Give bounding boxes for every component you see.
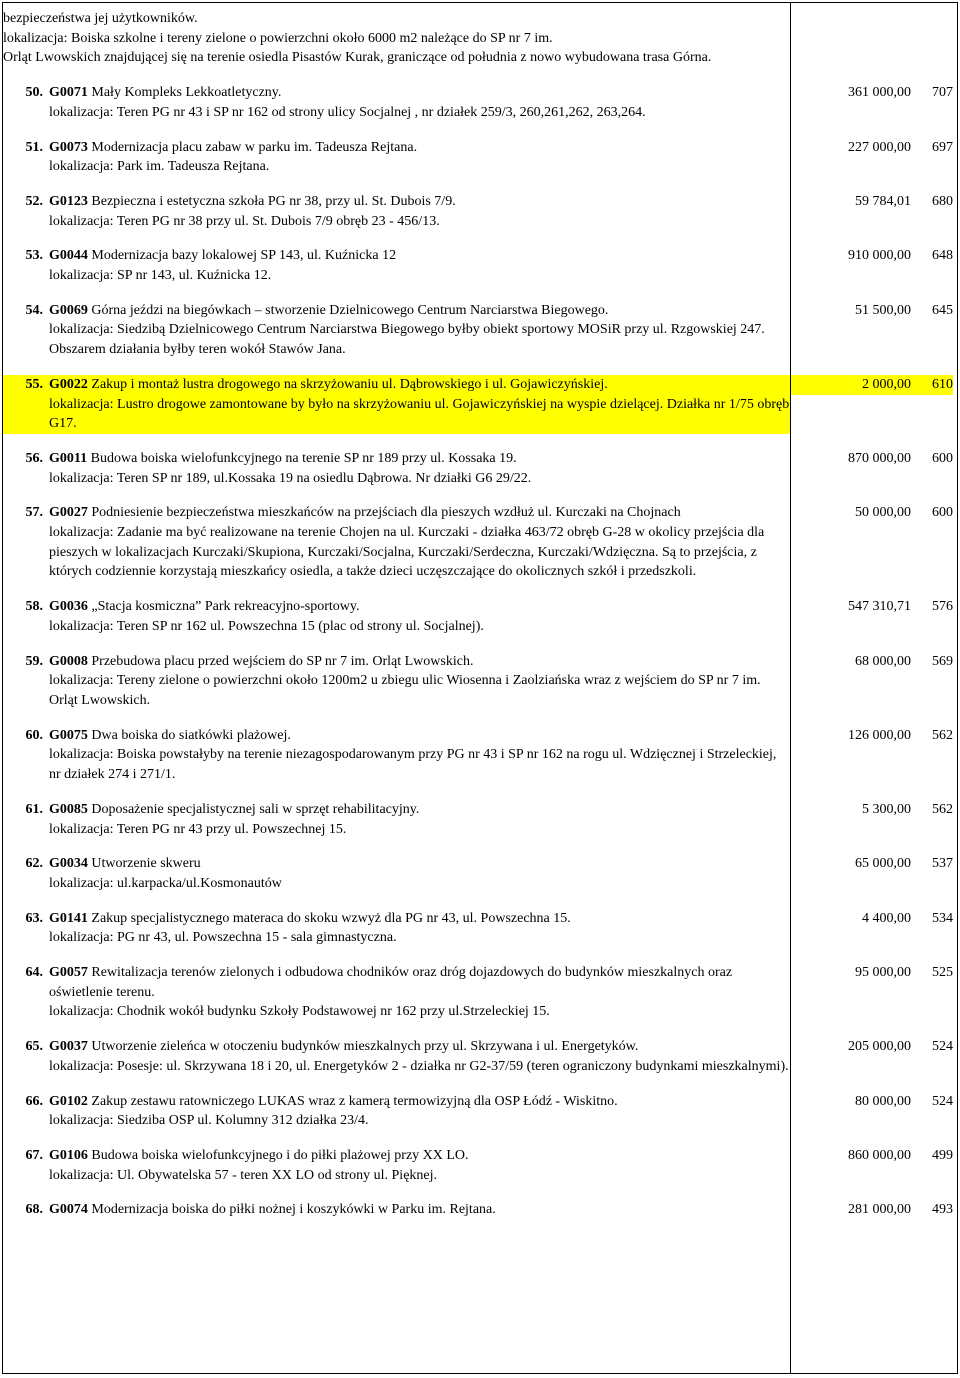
amount-value: 126 000,00 (848, 727, 911, 743)
continuation-text (3, 3, 790, 68)
project-code: G0074 (49, 1202, 88, 1218)
project-code: G0085 (49, 801, 88, 817)
project-code: G0011 (49, 450, 88, 466)
project-title-line (49, 652, 790, 672)
amount-value: 95 000,00 (855, 965, 911, 981)
amount-value: 4 400,00 (862, 910, 911, 926)
project-location: lokalizacja: Tereny zielone o powierzchni około 1200m2 u zbiegu ulic Wiosenna i Zaolziańska wraz z wejściem do SP nr 7 im. Orląt Lwowskich. (49, 673, 761, 708)
row-text (49, 726, 790, 785)
project-title-line (49, 83, 790, 103)
project-code: G0036 (49, 599, 88, 615)
project-location: lokalizacja: Teren PG nr 43 przy ul. Powszechnej 15. (49, 821, 347, 837)
project-title-line (49, 375, 790, 395)
amount-value: 59 784,01 (855, 193, 911, 209)
amount-row (791, 652, 953, 672)
project-title-line (49, 854, 790, 874)
row-number: 63. (25, 910, 43, 926)
project-row (3, 963, 790, 1022)
amount-value: 51 500,00 (855, 302, 911, 318)
project-location: lokalizacja: Teren SP nr 162 ul. Powszechna 15 (plac od strony ul. Socjalnej). (49, 618, 484, 634)
amount-value: 227 000,00 (848, 139, 911, 155)
project-title-line (49, 1200, 790, 1220)
project-title: Modernizacja boiska do piłki nożnej i koszykówki w Parku im. Rejtana. (91, 1202, 496, 1218)
project-title: Podniesienie bezpieczeństwa mieszkańców na przejściach dla pieszych wzdłuż ul. Kurczaki na Chojnach (91, 505, 681, 521)
project-location: lokalizacja: ul.karpacka/ul.Kosmonautów (49, 875, 282, 891)
row-number: 62. (25, 856, 43, 872)
row-text (49, 246, 790, 285)
votes-value: 648 (932, 248, 953, 264)
amount-row (791, 503, 953, 523)
row-text (49, 375, 790, 434)
amount-row (791, 138, 953, 158)
row-text (49, 800, 790, 839)
project-title: Zakup i montaż lustra drogowego na skrzyżowaniu ul. Dąbrowskiego i ul. Gojawiczyńskiej. (91, 376, 608, 392)
project-location: lokalizacja: Zadanie ma być realizowane na terenie Chojen na ul. Kurczaki - działka 463/72 obręb G-28 w okolicy przejścia dla pieszych w lokalizacjach Kurczaki/Skupiona, Kurczaki/Socjalna, Kurczaki/Serdeczna, Kurczaki/Wdzięczna. Są to przejścia, z których codziennie korzystają mieszkańcy osiedla, a także dzieci uczęszczające do okolicznych szkół i przedszkoli. (49, 525, 765, 580)
project-code: G0106 (49, 1147, 88, 1163)
project-title-line (49, 1146, 790, 1166)
amount-row (791, 1146, 953, 1166)
project-location: lokalizacja: Teren PG nr 38 przy ul. St. Dubois 7/9 obręb 23 - 456/13. (49, 213, 440, 229)
project-code: G0075 (49, 727, 88, 743)
project-code: G0044 (49, 248, 88, 264)
votes-value: 493 (932, 1202, 953, 1218)
project-code: G0141 (49, 910, 88, 926)
project-title-line (49, 301, 790, 321)
amount-value: 910 000,00 (848, 248, 911, 264)
row-number: 54. (25, 302, 43, 318)
project-location: lokalizacja: Boiska powstałyby na terenie niezagospodarowanym przy PG nr 43 i SP nr 162 na rogu ul. Wdzięcznej i Strzeleckiej, nr działek 274 i 271/1. (49, 747, 777, 783)
votes-value: 680 (932, 193, 953, 209)
project-row (3, 246, 790, 285)
project-code: G0073 (49, 139, 88, 155)
amount-row (791, 375, 953, 395)
project-title: Rewitalizacja terenów zielonych i odbudowa chodników oraz dróg dojazdowych do budynków mieszkalnych oraz oświetlenie terenu. (49, 965, 733, 1000)
project-title: Doposażenie specjalistycznej sali w sprzęt rehabilitacyjny. (91, 801, 420, 817)
project-title-line (49, 192, 790, 212)
project-code: G0102 (49, 1093, 88, 1109)
project-row (3, 192, 790, 231)
votes-value: 576 (932, 599, 953, 615)
project-row (3, 301, 790, 360)
amount-row (791, 1200, 953, 1220)
amount-row (791, 800, 953, 820)
row-text (49, 301, 790, 360)
project-title: Dwa boiska do siatkówki plażowej. (91, 727, 291, 743)
project-row (3, 1092, 790, 1131)
project-code: G0123 (49, 193, 88, 209)
project-location: lokalizacja: PG nr 43, ul. Powszechna 15 - sala gimnastyczna. (49, 930, 397, 946)
votes-value: 569 (932, 653, 953, 669)
project-row (3, 375, 790, 434)
votes-value: 525 (932, 965, 953, 981)
row-text (49, 1200, 790, 1220)
project-location: lokalizacja: SP nr 143, ul. Kuźnicka 12. (49, 268, 272, 284)
row-number: 56. (25, 450, 43, 466)
amount-row (791, 83, 953, 103)
row-text (49, 652, 790, 711)
continuation-line: bezpieczeństwa jej użytkowników. (3, 11, 198, 26)
votes-value: 562 (932, 801, 953, 817)
project-title-line (49, 800, 790, 820)
project-row (3, 1037, 790, 1076)
amount-list (791, 3, 957, 1373)
amount-row (791, 449, 953, 469)
project-location: lokalizacja: Posesje: ul. Skrzywana 18 i 20, ul. Energetyków 2 - działka nr G2-37/59 (teren ograniczony budynkami mieszkalnymi). (49, 1058, 789, 1074)
amount-value: 68 000,00 (855, 653, 911, 669)
row-number: 61. (25, 801, 43, 817)
project-row (3, 854, 790, 893)
project-code: G0069 (49, 302, 88, 318)
row-number: 57. (25, 505, 43, 521)
row-number: 52. (25, 193, 43, 209)
project-code: G0034 (49, 856, 88, 872)
amount-value: 860 000,00 (848, 1147, 911, 1163)
row-text (49, 1092, 790, 1131)
project-title: „Stacja kosmiczna” Park rekreacyjno-sportowy. (91, 599, 360, 615)
project-code: G0008 (49, 653, 88, 669)
row-text (49, 854, 790, 893)
project-title: Przebudowa placu przed wejściem do SP nr 7 im. Orląt Lwowskich. (91, 653, 474, 669)
votes-value: 534 (932, 910, 953, 926)
project-title-line (49, 1092, 790, 1112)
project-title: Budowa boiska wielofunkcyjnego i do piłki plażowej przy XX LO. (91, 1147, 469, 1163)
row-number: 55. (25, 376, 43, 392)
project-title-line (49, 909, 790, 929)
row-text (49, 449, 790, 488)
votes-value: 645 (932, 302, 953, 318)
votes-value: 697 (932, 139, 953, 155)
project-title: Mały Kompleks Lekkoatletyczny. (91, 85, 282, 101)
amount-row (791, 192, 953, 212)
row-number: 50. (25, 85, 43, 101)
row-text (49, 138, 790, 177)
continuation-line: lokalizacja: Boiska szkolne i tereny zielone o powierzchni około 6000 m2 należące do SP nr 7 im. (3, 30, 553, 46)
project-title: Modernizacja bazy lokalowej SP 143, ul. Kuźnicka 12 (91, 248, 397, 264)
project-title: Zakup specjalistycznego materaca do skoku wzwyż dla PG nr 43, ul. Powszechna 15. (91, 910, 571, 926)
row-text (49, 909, 790, 948)
row-text (49, 83, 790, 122)
row-text (49, 1146, 790, 1185)
project-code: G0037 (49, 1039, 88, 1055)
amount-value: 281 000,00 (848, 1202, 911, 1218)
project-title-line (49, 449, 790, 469)
row-text (49, 963, 790, 1022)
project-title-line (49, 963, 790, 1002)
row-number: 53. (25, 248, 43, 264)
votes-value: 562 (932, 727, 953, 743)
amount-value: 80 000,00 (855, 1093, 911, 1109)
amount-value: 5 300,00 (862, 801, 911, 817)
project-row (3, 449, 790, 488)
row-text (49, 503, 790, 582)
votes-value: 537 (932, 856, 953, 872)
votes-value: 707 (932, 85, 953, 101)
project-title-line (49, 503, 790, 523)
row-number: 67. (25, 1147, 43, 1163)
project-title: Zakup zestawu ratowniczego LUKAS wraz z kamerą termowizyjną dla OSP Łódź - Wiskitno. (91, 1093, 618, 1109)
project-title-line (49, 726, 790, 746)
votes-value: 499 (932, 1147, 953, 1163)
amount-column (791, 3, 958, 1374)
project-row (3, 597, 790, 636)
project-title-line (49, 597, 790, 617)
project-title-line (49, 246, 790, 266)
row-number: 60. (25, 727, 43, 743)
amount-row (791, 301, 953, 321)
continuation-line: Orląt Lwowskich znajdującej się na terenie osiedla Pisastów Kurak, graniczące od południa z nowo wybudowana trasa Górna. (3, 50, 712, 66)
project-row (3, 652, 790, 711)
row-number: 68. (25, 1202, 43, 1218)
votes-value: 524 (932, 1039, 953, 1055)
row-number: 58. (25, 599, 43, 615)
row-text (49, 1037, 790, 1076)
amount-row (791, 963, 953, 983)
project-code: G0071 (49, 85, 88, 101)
project-location: lokalizacja: Ul. Obywatelska 57 - teren XX LO od strony ul. Pięknej. (49, 1167, 438, 1183)
project-location: lokalizacja: Siedziba OSP ul. Kolumny 312 działka 23/4. (49, 1113, 369, 1129)
votes-value: 610 (932, 376, 953, 392)
row-text (49, 192, 790, 231)
project-location: lokalizacja: Teren PG nr 43 i SP nr 162 od strony ulicy Socjalnej , nr działek 259/3, 260,261,262, 263,264. (49, 104, 646, 120)
amount-row (791, 1037, 953, 1057)
votes-value: 600 (932, 450, 953, 466)
project-title: Budowa boiska wielofunkcyjnego na terenie SP nr 189 przy ul. Kossaka 19. (90, 450, 517, 466)
project-location: lokalizacja: Siedzibą Dzielnicowego Centrum Narciarstwa Biegowego byłby obiekt sportowy MOSiR przy ul. Rzgowskiej 247. Obszarem działania byłby teren wokół Stawów Jana. (49, 322, 765, 358)
project-row (3, 800, 790, 839)
projects-table (2, 2, 958, 1374)
project-row (3, 83, 790, 122)
project-row (3, 503, 790, 582)
project-title-line (49, 1037, 790, 1057)
amount-value: 2 000,00 (862, 376, 911, 392)
row-number: 51. (25, 139, 43, 155)
project-title: Górna jeździ na biegówkach – stworzenie Dzielnicowego Centrum Narciarstwa Biegowego. (91, 302, 609, 318)
amount-row (791, 854, 953, 874)
project-title: Bezpieczna i estetyczna szkoła PG nr 38, przy ul. St. Dubois 7/9. (91, 193, 456, 209)
amount-value: 547 310,71 (848, 599, 911, 615)
amount-value: 361 000,00 (848, 85, 911, 101)
votes-value: 600 (932, 505, 953, 521)
row-text (49, 597, 790, 636)
project-title-line (49, 138, 790, 158)
project-title: Utworzenie skweru (91, 856, 201, 872)
project-location: lokalizacja: Teren SP nr 189, ul.Kossaka 19 na osiedlu Dąbrowa. Nr działki G6 29/22. (49, 470, 532, 486)
amount-row (791, 1092, 953, 1112)
project-location: lokalizacja: Chodnik wokół budynku Szkoły Podstawowej nr 162 przy ul.Strzeleckiej 15. (49, 1004, 550, 1020)
amount-value: 870 000,00 (848, 450, 911, 466)
project-row (3, 1146, 790, 1185)
project-code: G0022 (49, 376, 88, 392)
votes-value: 524 (932, 1093, 953, 1109)
project-code: G0027 (49, 505, 88, 521)
row-number: 64. (25, 965, 43, 981)
project-title: Modernizacja placu zabaw w parku im. Tadeusza Rejtana. (91, 139, 418, 155)
project-row (3, 909, 790, 948)
project-code: G0057 (49, 965, 88, 981)
amount-row (791, 597, 953, 617)
project-location: lokalizacja: Park im. Tadeusza Rejtana. (49, 159, 270, 175)
project-row (3, 726, 790, 785)
project-location: lokalizacja: Lustro drogowe zamontowane by było na skrzyżowaniu ul. Gojawiczyńskiej na wyspie dzielącej. Działka nr 1/75 obręb G17. (49, 396, 790, 432)
description-column (3, 3, 791, 1374)
project-row (3, 138, 790, 177)
amount-value: 65 000,00 (855, 856, 911, 872)
row-number: 66. (25, 1093, 43, 1109)
project-list (3, 83, 790, 1220)
amount-row (791, 246, 953, 266)
amount-row (791, 726, 953, 746)
amount-value: 205 000,00 (848, 1039, 911, 1055)
project-title: Utworzenie zieleńca w otoczeniu budynków mieszkalnych przy ul. Skrzywana i ul. Energetyków. (91, 1039, 639, 1055)
amount-row (791, 909, 953, 929)
project-row (3, 1200, 790, 1220)
row-number: 65. (25, 1039, 43, 1055)
amount-value: 50 000,00 (855, 505, 911, 521)
row-number: 59. (25, 653, 43, 669)
